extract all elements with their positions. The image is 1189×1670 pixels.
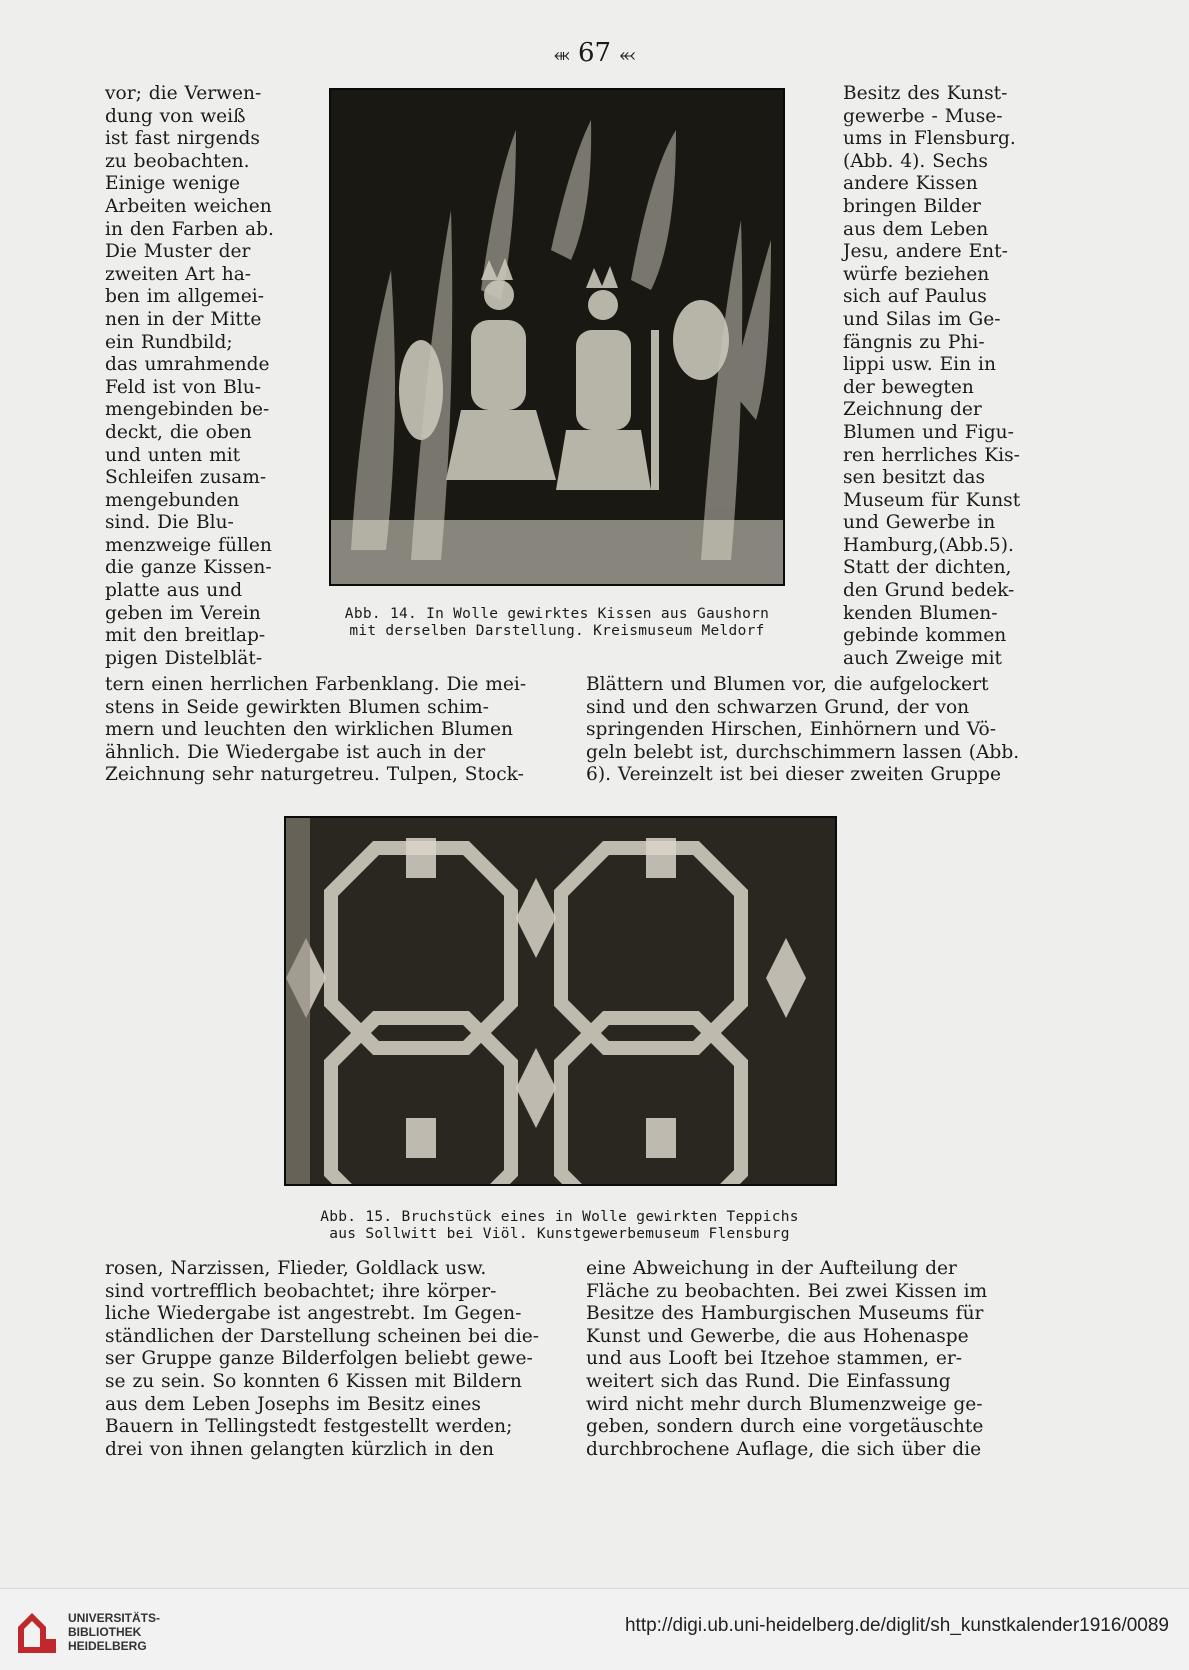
tapestry-fragment-picture xyxy=(286,818,835,1184)
figure-15-caption-line-2: aus Sollwitt bei Viöl. Kunstgewerbemuseum Flensburg xyxy=(329,1226,790,1242)
text-bottom-left: rosen, Narzissen, Flieder, Goldlack usw. sind vortrefflich beobachtet; ihre körper- liche Wiedergabe ist angestrebt. Im Gegen- ständlichen der Darstellung scheinen bei die- ser Gruppe ganze Bilderfolgen beliebt gewe- se zu sein. So konnten 6 Kissen mit Bildern aus dem Leben Josephs im Besitz eines Bauern in Tellingstedt festgestellt werden; drei von ihnen gelangten kürzlich in den xyxy=(105,1258,540,1460)
tapestry-cushion-picture xyxy=(331,90,783,584)
text-middle-left: tern einen herrlichen Farbenklang. Die mei- stens in Seide gewirkten Blumen schim- mern und leuchten den wirklichen Blumen ähnlich. Die Wiedergabe ist auch in der Zeichnung sehr naturgetreu. Tulpen, Stock- xyxy=(105,674,527,786)
right-ornament: ⬻ xyxy=(619,42,636,66)
text-column-right-top: Besitz des Kunst- gewerbe - Muse- ums in Flensburg. (Abb. 4). Sechs andere Kissen bringen Bilder aus dem Leben Jesu, andere Ent- würfe beziehen sich auf Paulus und Silas im Ge- fängnis zu Phi- lippi usw. Ein in der bewegten Zeichnung der Blumen und Figu- ren herrliches Kis- sen besitzt das Museum für Kunst und Gewerbe in Hamburg,(Abb.5). Statt der dichten, den Grund bedek- kenden Blumen- gebinde kommen auch Zweige mit xyxy=(843,83,1021,669)
text-bottom-right: eine Abweichung in der Aufteilung der Fläche zu beobachten. Bei zwei Kissen im Besitze des Hamburgischen Museums für Kunst und Gewerbe, die aus Hohenaspe und aus Looft bei Itzehoe stammen, er- weitert sich das Rund. Die Einfassung wird nicht mehr durch Blumenzweige ge- geben, sondern durch eine vorgetäuschte durchbrochene Auflage, die sich über die xyxy=(586,1258,988,1460)
university-library-logo-icon xyxy=(14,1609,60,1657)
figure-14-caption xyxy=(330,606,784,640)
figure-14-image xyxy=(329,88,785,586)
text-column-left-top: vor; die Verwen- dung von weiß ist fast nirgends zu beobachten. Einige wenige Arbeiten weichen in den Farben ab. Die Muster der zweiten Art ha- ben im allgemei- nen in der Mitte ein Rundbild; das umrahmende Feld ist von Blu- mengebinden be- deckt, die oben und unten mit Schleifen zusam- mengebunden sind. Die Blu- menzweige füllen die ganze Kissen- platte aus und geben im Verein mit den breitlap- pigen Distelblät- xyxy=(105,83,274,669)
source-url-link[interactable]: http://digi.ub.uni-heidelberg.de/diglit/sh_kunstkalender1916/0089 xyxy=(624,1615,1169,1636)
text-middle-right: Blättern und Blumen vor, die aufgelockert sind und den schwarzen Grund, der von springenden Hirschen, Einhörnern und Vö- geln belebt ist, durchschimmern lassen (Abb. 6). Vereinzelt ist bei dieser zweiten Gruppe xyxy=(586,674,1020,786)
page-number xyxy=(0,38,1189,68)
left-ornament: ⬺ xyxy=(553,42,570,66)
viewer-footer xyxy=(0,1588,1189,1670)
figure-14-caption-line-2: mit derselben Darstellung. Kreismuseum Meldorf xyxy=(349,623,765,639)
figure-15-image xyxy=(284,816,837,1186)
figure-15-caption-line-1: Abb. 15. Bruchstück eines in Wolle gewirkten Teppichs xyxy=(320,1209,799,1225)
institution-name: UNIVERSITÄTS- BIBLIOTHEK HEIDELBERG xyxy=(68,1611,161,1653)
figure-14-caption-line-1: Abb. 14. In Wolle gewirktes Kissen aus Gaushorn xyxy=(344,606,770,622)
figure-15-caption xyxy=(284,1209,835,1243)
page-number-value: 67 xyxy=(577,38,612,68)
